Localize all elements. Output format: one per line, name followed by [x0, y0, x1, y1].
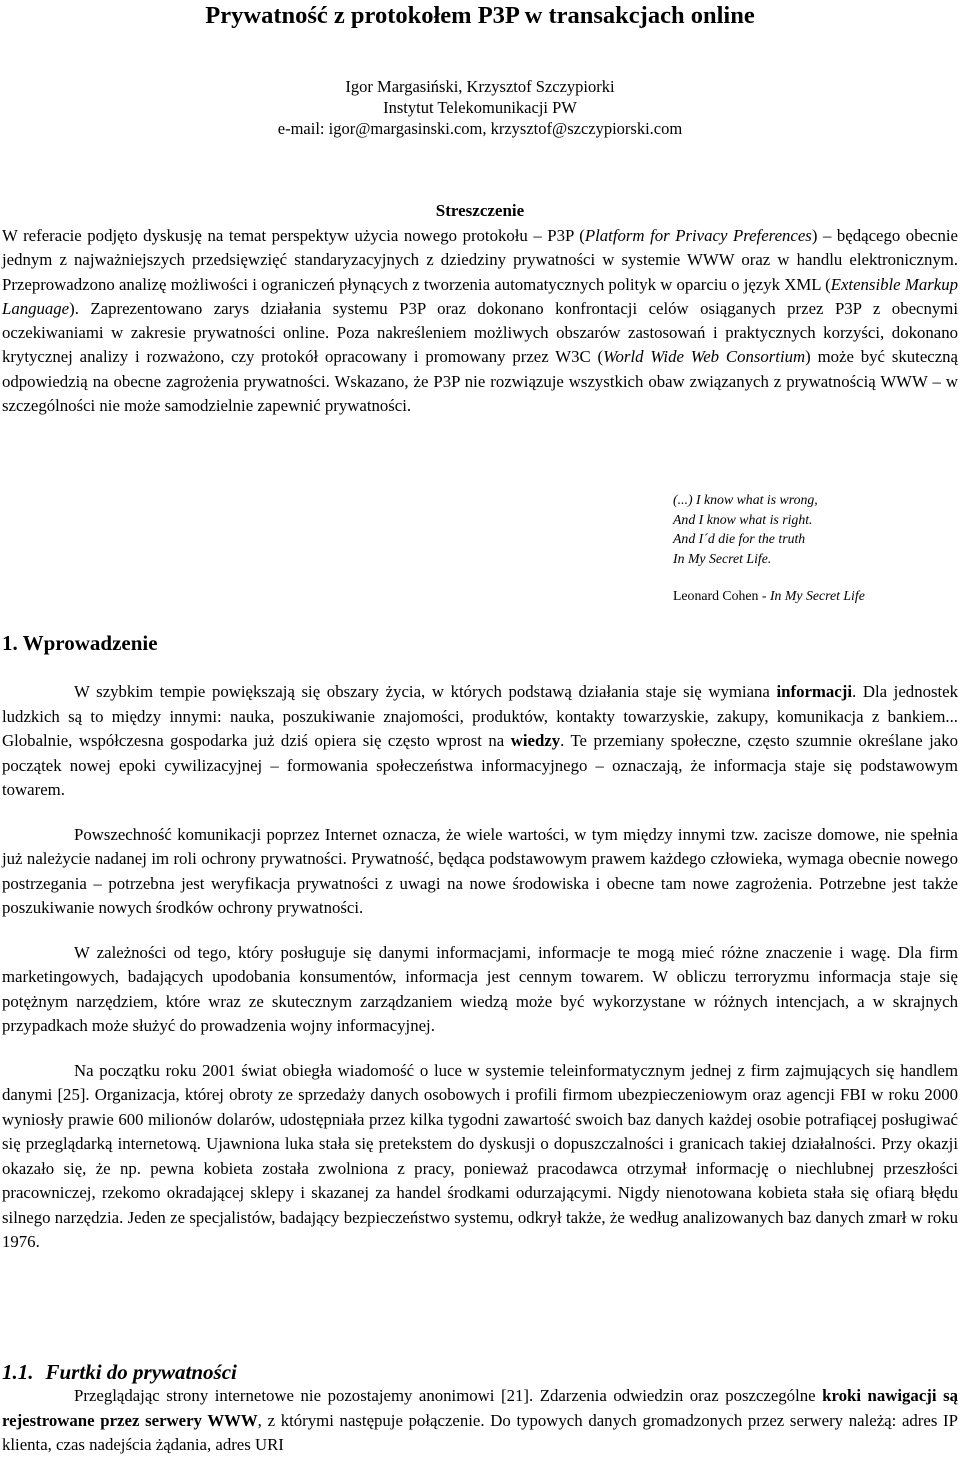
section-body	[2, 680, 958, 1275]
subsection-body	[2, 1384, 958, 1458]
abstract-text-part: W referacie podjęto dyskusję na temat perspektyw użycia nowego protokołu – P3P (	[2, 226, 585, 245]
paragraph-text: . Te przemiany społeczne, często szumnie określane jako początek nowej epoki cywilizacyjnej – formowania społeczeństwa informacyjnego – oznaczają, że informacja staje się podstawowym towarem.	[2, 731, 958, 799]
abstract-heading: Streszczenie	[435, 201, 525, 220]
paragraph: Na początku roku 2001 świat obiegła wiadomość o luce w systemie teleinformatycznym jednej z firm zajmujących się handlem danymi [25]. Organizacja, której obroty ze sprzedaży danych osobowych i profili firmom ubezpieczeniowym oraz agencji FBI w roku 2000 wyniosły prawie 600 milionów dolarów, udostępniała przez kilka tygodni zawartość swoich baz danych każdej osobie potrafiącej posługiwać się przeglądarką internetową. Ujawniona luka stała się pretekstem do dyskusji o dopuszczalności i granicach takiej działalności. Przy okazji okazało się, że np. pewna kobieta została zwolniona z pracy, ponieważ pracodawca otrzymał informację o niechlubnej przeszłości pracowniczej, rzekomo okradającej sklepy i skazanej za handel środkami odurzającymi. Nigdy nienotowana kobieta stała się ofiarą błędu silnego narzędzia. Jeden ze specjalistów, badający bezpieczeństwo systemu, odkrył także, że według analizowanych baz danych zmarł w roku 1976.	[2, 1060, 958, 1251]
abstract-term: Platform for Privacy Preferences	[584, 226, 812, 245]
section-heading: 1. Wprowadzenie	[2, 631, 158, 655]
paragraph-text: W szybkim tempie powiększają się obszary życia, w których podstawą działania staje się wymiana	[74, 682, 777, 701]
abstract-text	[2, 224, 958, 418]
author-affiliation: Instytut Telekomunikacji PW	[383, 98, 577, 117]
paragraph	[2, 680, 958, 803]
epigraph-work: In My Secret Life	[769, 588, 865, 603]
paragraph: Powszechność komunikacji poprzez Internet oznacza, że wiele wartości, w tym między innymi tzw. zacisze domowe, nie spełnia już należycie nadanej im roli ochrony prywatności. Prywatność, będąca podstawowym prawem każdego człowieka, wymaga obecnie nowego postrzegania – potrzebna jest weryfikacja prywatności z uwagi na nowe środowiska i obecne tam nowe zagrożenia. Potrzebne jest także poszukiwanie nowych środków ochrony prywatności.	[2, 824, 958, 917]
abstract-text-part: ) może być skuteczną odpowiedzią na obecne zagrożenia prywatności. Wskazano, że P3P nie rozwiązuje wszystkich obaw związanych z prywatnością WWW – w szczególności nie może samodzielnie zapewnić prywatności.	[2, 347, 959, 416]
epigraph-attribution	[673, 586, 958, 606]
paragraph-text: Przeglądając strony internetowe nie pozostajemy anonimowi [21]. Zdarzenia odwiedzin oraz poszczególne	[74, 1386, 823, 1405]
subsection-heading	[2, 1358, 237, 1386]
bold-term: kroki nawigacji są rejestrowane przez serwery WWW	[2, 1386, 958, 1430]
epigraph	[673, 490, 958, 568]
abstract-text-part: ) – będącego obecnie jednym z najważniejszych przedsięwzięć standaryzacyjnych z dziedziny prywatności w systemie WWW oraz w handlu elektronicznym. Przeprowadzono analizę możliwości i ograniczeń płynących z tworzenia automatycznych polityk w oparciu o język XML (	[2, 226, 958, 294]
abstract-text-part: ). Zaprezentowano zarys działania systemu P3P oraz dokonano konfrontacji celów osiąganych przez P3P z obecnymi oczekiwaniami w zakresie prywatności online. Poza nakreśleniem możliwych obszarów zastosowań i praktycznych korzyści, dokonano krytycznej analizy i rozważono, czy protokół opracowany i promowany przez W3C (	[2, 298, 958, 367]
subsection-number: 1.1.	[2, 1360, 34, 1384]
abstract-term: Extensible Markup Language	[2, 274, 958, 318]
author-email: e-mail: igor@margasinski.com, krzysztof@szczypiorski.com	[277, 119, 683, 138]
paper-title: Prywatność z protokołem P3P w transakcjach online	[205, 2, 755, 29]
epigraph-line: In My Secret Life.	[673, 550, 772, 566]
bold-term: wiedzy	[510, 731, 561, 750]
paragraph-text: . Dla jednostek ludzkich są to między innymi: nauka, poszukiwanie znajomości, produktów, kontakty towarzyskie, zakupy, komunikacja z bankiem... Globalnie, współczesna gospodarka już dziś opiera się często wprost na	[2, 682, 959, 750]
paragraph-text: , z którymi następuje połączenie. Do typowych danych gromadzonych przez serwery należą: adres IP klienta, czas nadejścia żądania, adres URI	[2, 1410, 958, 1454]
author-block	[2, 76, 958, 139]
bold-term: informacji	[776, 682, 852, 701]
paragraph	[2, 1384, 958, 1458]
author-names: Igor Margasiński, Krzysztof Szczypiorki	[345, 77, 615, 96]
epigraph-line: (...) I know what is wrong,	[673, 492, 818, 507]
paragraph: W zależności od tego, który posługuje się danymi informacjami, informacje te mogą mieć różne znaczenie i wagę. Dla firm marketingowych, badających upodobania konsumentów, informacja jest cennym towarem. W obliczu terroryzmu informacja staje się potężnym narzędziem, które wraz ze skutecznym zarządzaniem wiedzą może być wykorzystane w różnych intencjach, a w skrajnych przypadkach może służyć do prowadzenia wojny informacyjnej.	[2, 942, 958, 1035]
abstract-term: World Wide Web Consortium	[603, 347, 806, 367]
epigraph-author: Leonard Cohen -	[673, 588, 770, 603]
epigraph-line: And I know what is right.	[673, 511, 813, 527]
epigraph-line: And I´d die for the truth	[673, 531, 806, 546]
subsection-title: Furtki do prywatności	[45, 1360, 237, 1384]
